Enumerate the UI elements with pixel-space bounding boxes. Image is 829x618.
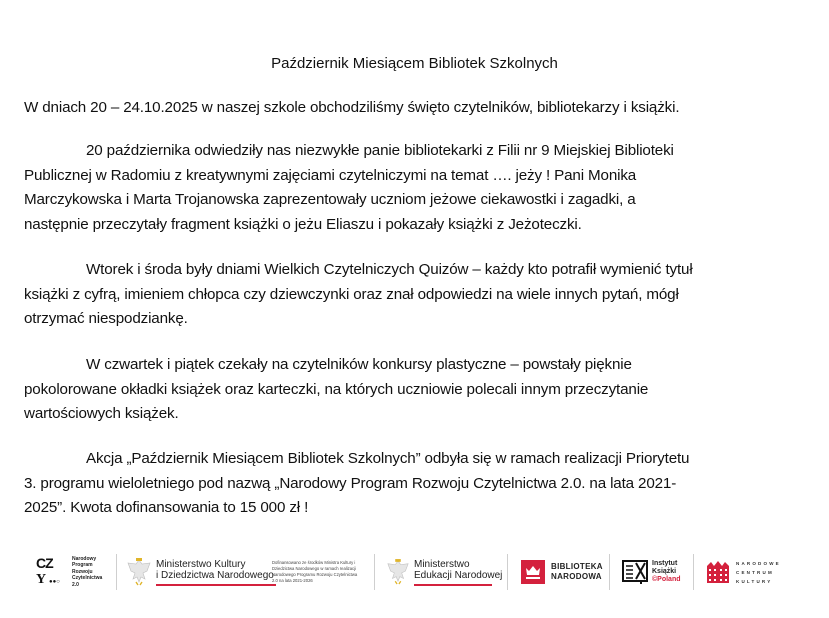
men-name-line: Ministerstwo [414, 558, 470, 570]
czy-mark-icon: CZ Y ●●○ [36, 555, 60, 587]
paragraph-funding [24, 447, 804, 521]
nprc-text: Narodowy Program Rozwoju Czytelnictwa 2.0 [72, 555, 103, 588]
paragraph-line: następnie przeczytały fragment książki o jeżu Eliaszu i pokazały książki z Jeżoteczki. [24, 215, 582, 233]
logo-divider [693, 554, 694, 590]
paragraph-line: Akcja „Październik Miesiącem Bibliotek Szkolnych” odbyła się w ramach realizacji Priorytetu [86, 450, 690, 467]
nprc-logo [36, 548, 102, 596]
logo-divider [609, 554, 610, 590]
ik-name-line: Instytut [652, 560, 678, 567]
paragraph-line: W dniach 20 – 24.10.2025 w naszej szkole obchodziliśmy święto czytelników, bibliotekarzy i książki. [24, 99, 680, 116]
men-name-line: Edukacji Narodowej [414, 569, 503, 581]
paragraph-line: otrzymać niespodziankę. [24, 310, 188, 327]
bn-name-line: BIBLIOTEKA [551, 562, 603, 571]
crown-book-icon [521, 560, 545, 584]
instytut-ksiazki-logo [622, 548, 681, 596]
funding-note: Dofinansowano ze środków Ministra Kultury i Dziedzictwa Narodowego w ramach realizacji Narodowego Programu Rozwoju Czytelnictwa 2.0 na lata 2021-2026 [272, 560, 358, 583]
narodowe-centrum-kultury-logo [706, 548, 781, 596]
nck-name-line: NARODOWE [736, 560, 781, 566]
polish-eagle-icon [126, 557, 152, 587]
logo-divider [507, 554, 508, 590]
paragraph-line: 3. programu wieloletniego pod nazwą „Narodowy Program Rozwoju Czytelnictwa 2.0. na lata 2021- [24, 474, 677, 492]
bn-name-line: NARODOWA [551, 572, 602, 581]
paragraph-contests [24, 353, 804, 427]
paragraph-intro [24, 96, 804, 121]
paragraph-line: książki z cyfrą, imieniem chłopca czy dziewczynki oraz znał odpowiedzi na wiele innych pytań, mógł [24, 285, 679, 303]
red-underline [414, 584, 492, 586]
logo-divider [374, 554, 375, 590]
paragraph-visit [24, 139, 804, 237]
nck-crown-icon [706, 560, 730, 584]
ik-name-line: ©Poland [652, 576, 681, 583]
mkidn-logo [126, 548, 276, 596]
paragraph-line: pokolorowane okładki książek oraz karteczki, na których uczniowie polecali innym przeczytanie [24, 380, 649, 398]
book-x-icon [622, 559, 648, 585]
paragraph-line: Wtorek i środa były dniami Wielkich Czytelniczych Quizów – każdy kto potrafił wymienić tytuł [86, 261, 693, 278]
sponsor-logos-bar [0, 548, 829, 596]
paragraph-line: 20 października odwiedziły nas niezwykłe panie bibliotekarki z Filii nr 9 Miejskiej Biblioteki [86, 142, 674, 159]
logo-divider [116, 554, 117, 590]
page-title: Październik Miesiącem Bibliotek Szkolnych [271, 55, 558, 72]
men-logo [386, 548, 502, 596]
paragraph-line: Publicznej w Radomiu z kreatywnymi zajęciami czytelniczymi na temat …. jeży ! Pani Monika [24, 166, 637, 184]
red-underline [156, 584, 276, 586]
paragraph-line: W czwartek i piątek czekały na czytelników konkursy plastyczne – powstały pięknie [86, 356, 632, 373]
mkidn-name-line: Ministerstwo Kultury [156, 558, 246, 570]
polish-eagle-icon [386, 557, 410, 587]
paragraph-quizzes [24, 258, 804, 332]
mkidn-name-line: i Dziedzictwa Narodowego [156, 569, 274, 581]
paragraph-line: 2025”. Kwota dofinansowania to 15 000 zł ! [24, 499, 309, 516]
nck-name-line: KULTURY [736, 578, 773, 584]
nck-name-line: CENTRUM [736, 569, 774, 575]
biblioteka-narodowa-logo [521, 548, 603, 596]
paragraph-line: Marczykowska i Marta Trojanowska zaprezentowały uczniom jeżowe ciekawostki i zagadki, a [24, 191, 636, 208]
paragraph-line: wartościowych książek. [24, 405, 179, 422]
ik-name-line: Książki [652, 568, 677, 575]
